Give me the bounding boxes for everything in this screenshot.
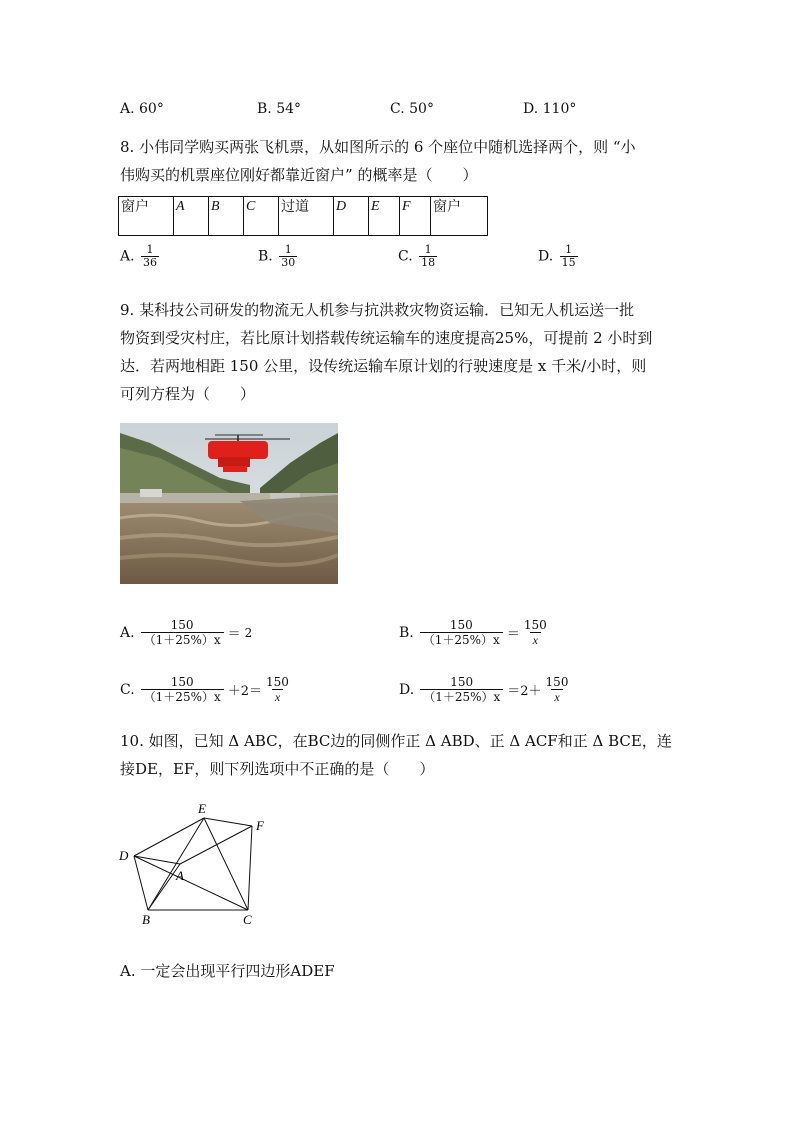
segment-af [180,826,252,864]
segment-ef [204,818,252,826]
point-b-label: B [142,912,150,927]
seat-a: A [174,197,209,236]
drone-body [208,441,268,459]
q9-option-b: B. 150 （1＋25%）x ＝ 150 x [399,618,547,647]
q8-option-a: A. $\frac{1}{36}$ [120,243,158,269]
q7-option-d: D. 110° [523,101,577,117]
segment-db [134,856,148,910]
segment-fc [248,826,252,910]
q9-option-a: A. 150 （1＋25%）x ＝ 2 [120,618,253,647]
seat-aisle: 过道 [279,197,334,236]
q9-line1: 9. 某科技公司研发的物流无人机参与抗洪救灾物资运输．已知无人机运送一批 [120,301,635,319]
q9-line3: 达．若两地相距 150 公里，设传统运输车原计划的行驶速度是 x 千米/小时，则 [120,357,647,375]
q7-option-a: A. 60° [120,101,164,117]
q7-option-b: B. 54° [257,101,302,117]
q10-line2: 接DE，EF，则下列选项中不正确的是（ ） [120,760,435,778]
seat-d: D [334,197,369,236]
q9-option-d: D. 150 （1＋25%）x ＝2＋ 150 x [399,675,569,704]
segment-da [134,856,180,864]
segment-de [134,818,204,856]
seat-table [118,196,488,236]
point-d-label: D [119,848,129,863]
seat-e: E [369,197,400,236]
q9-line2: 物资到受灾村庄，若比原计划搭载传统运输车的速度提高25%，可提前 2 小时到 [120,329,653,347]
segment-dc [134,856,248,910]
q10-option-a: A. 一定会出现平行四边形ADEF [120,962,335,980]
geometry-figure [116,798,276,930]
q10-line1: 10. 如图，已知 Δ ABC，在BC边的同侧作正 Δ ABD、正 Δ ACF和正 Δ BCE，连 [120,732,672,750]
point-f-label: F [256,818,264,833]
q8-option-d: D. $\frac{1}{15}$ [538,243,576,269]
flood-drone-photo [120,423,338,584]
seat-window-left: 窗户 [119,197,174,236]
q10-stem [120,727,685,783]
point-e-label: E [198,801,206,816]
q8-line1: 8. 小伟同学购买两张飞机票，从如图所示的 6 个座位中随机选择两个，则 “小 [120,138,636,156]
point-a-label: A [176,868,184,883]
point-c-label: C [243,912,252,927]
seat-b: B [209,197,244,236]
seat-f: F [400,197,431,236]
q8-line2: 伟购买的机票座位刚好都靠近窗户” 的概率是（ ） [120,166,478,184]
seat-window-right: 窗户 [431,197,488,236]
q8-stem [120,133,680,189]
q7-option-c: C. 50° [390,101,434,117]
q9-line4: 可列方程为（ ） [120,385,256,403]
segment-eb [148,818,204,910]
seat-c: C [244,197,279,236]
q8-option-c: C. $\frac{1}{18}$ [398,243,436,269]
q9-option-c: C. 150 （1＋25%）x ＋2＝ 150 x [120,675,289,704]
q9-stem [120,296,685,408]
q8-option-b: B. $\frac{1}{30}$ [258,243,296,269]
